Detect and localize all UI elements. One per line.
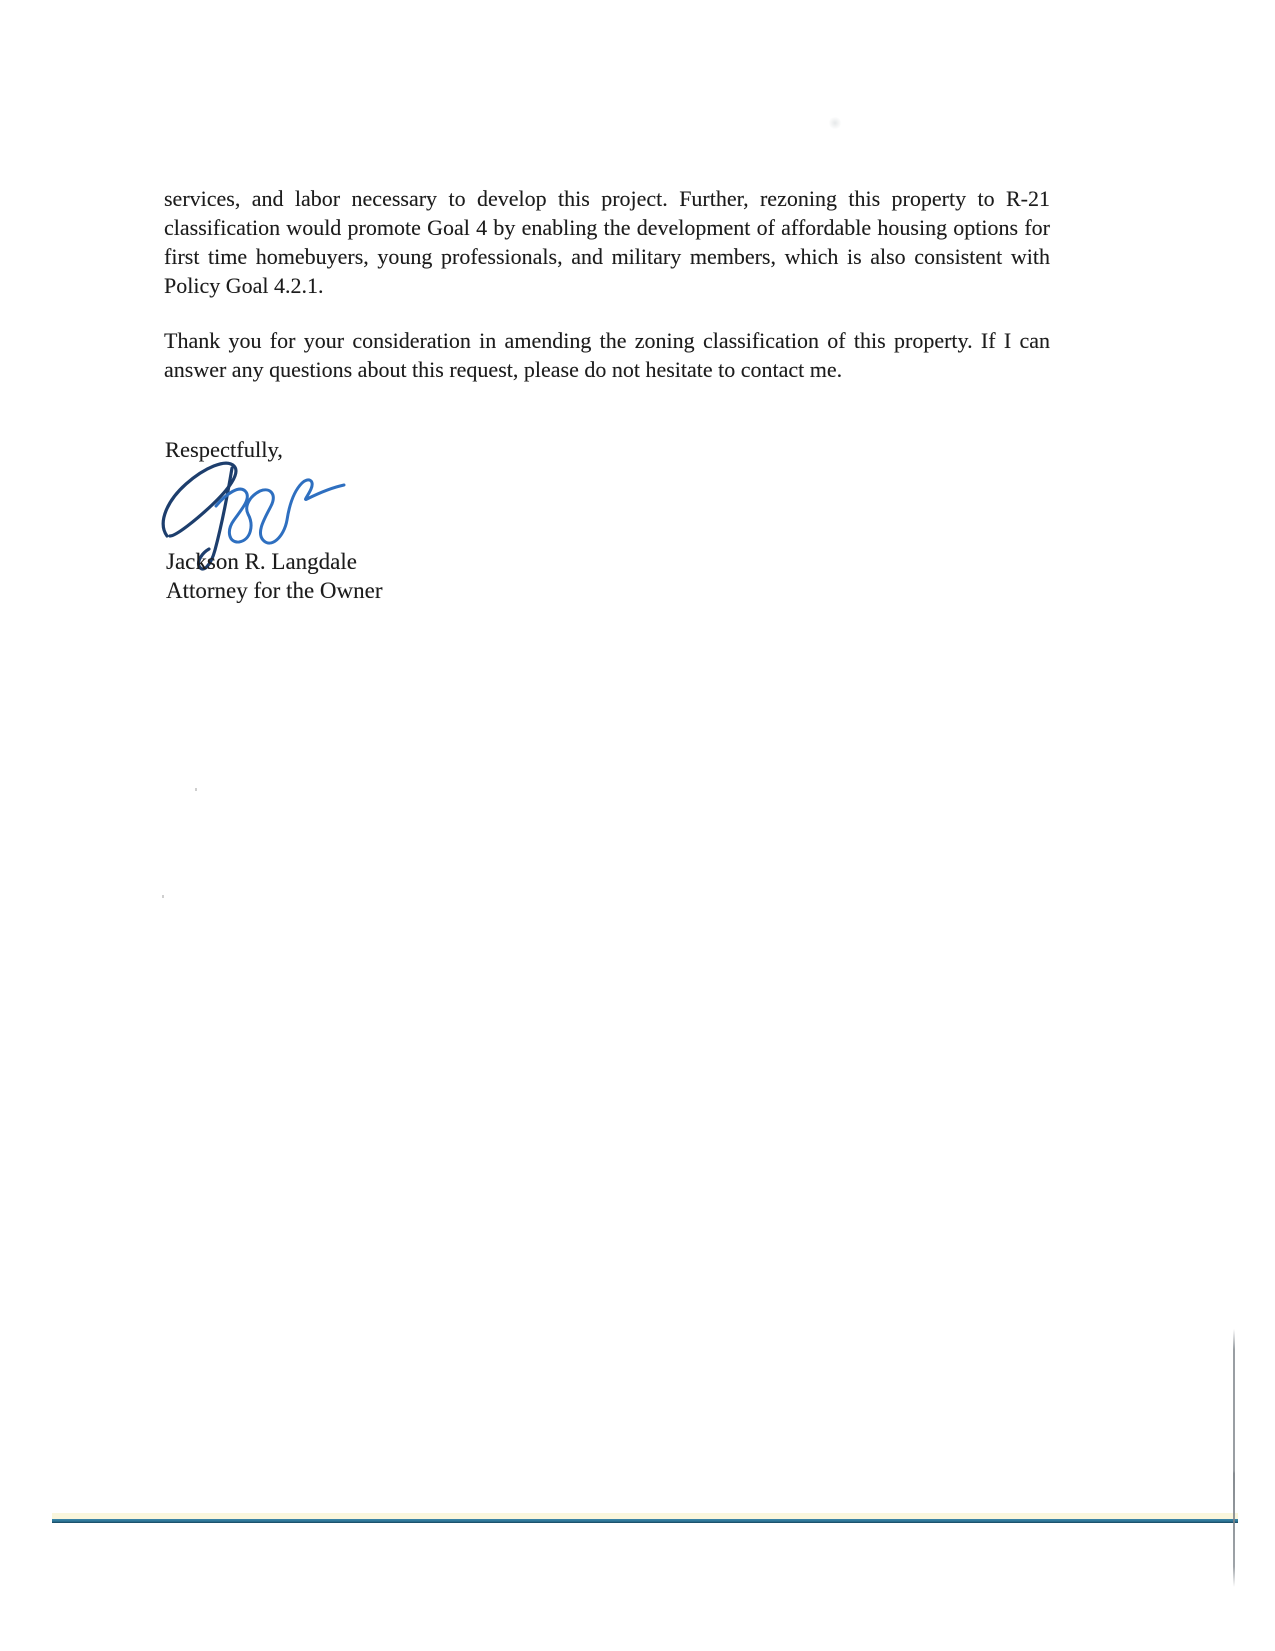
signature-stroke-flourish <box>216 480 344 543</box>
body-paragraph-2: Thank you for your consideration in amending the zoning classification of this property. If I can answer any questions about this request, please do not hesitate to contact me. <box>164 328 1050 382</box>
signer-title: Attorney for the Owner <box>166 578 383 603</box>
bottom-rule <box>52 1519 1238 1523</box>
signature-stroke-loop <box>163 463 236 536</box>
signer-name: Jackson R. Langdale <box>166 549 357 574</box>
scan-speck-artifact <box>162 895 164 898</box>
scan-speck-artifact <box>195 788 197 791</box>
scan-edge-line <box>1233 1329 1235 1587</box>
signature-block <box>166 547 383 605</box>
closing-salutation: Respectfully, <box>165 437 283 462</box>
scan-smudge-artifact <box>828 117 842 129</box>
body-paragraph-1: services, and labor necessary to develop this project. Further, rezoning this property to R-21 classification would promote Goal 4 by enabling the development of affordable housing options for first time homebuyers, young professionals, and military members, which is also consistent with Policy Goal 4.2.1. <box>164 186 1050 298</box>
